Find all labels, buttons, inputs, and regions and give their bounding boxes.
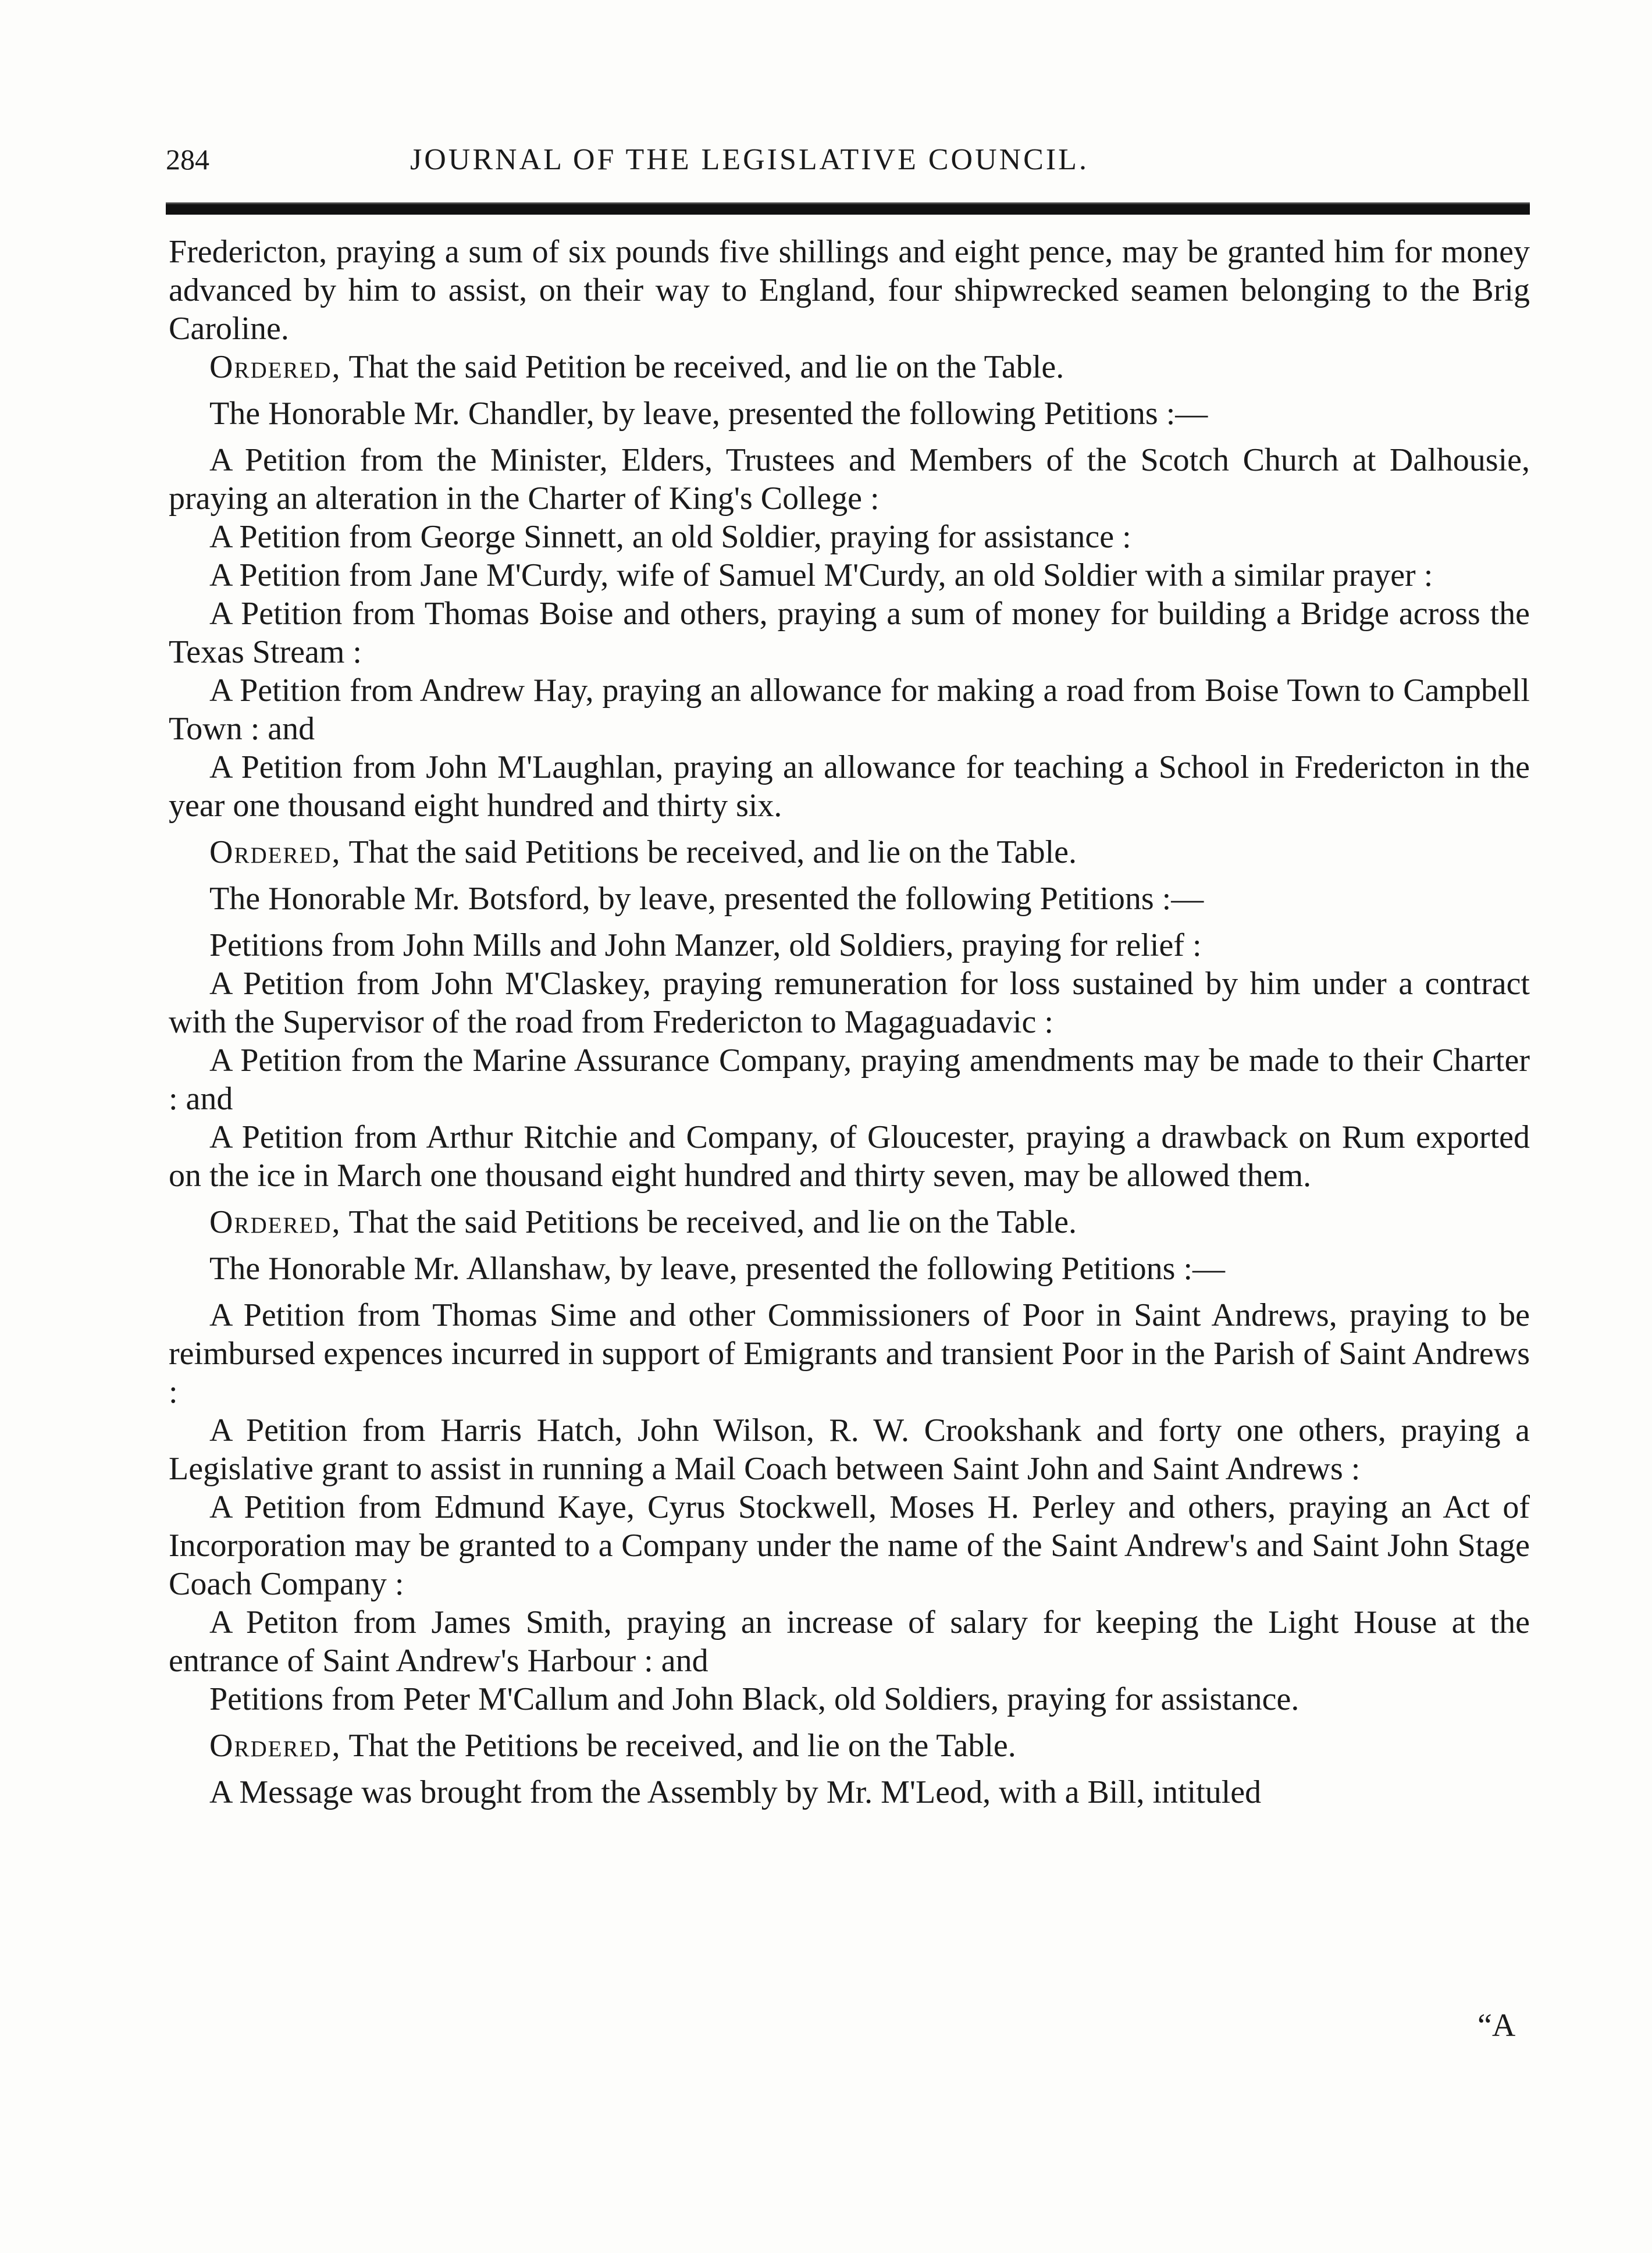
petition-item: A Petition from Arthur Ritchie and Company, of Gloucester, praying a drawback on Rum exported on the ice in March one thousand eight hundred and thirty seven, may be allowed them. <box>169 1119 1530 1194</box>
petition-item: A Petiton from James Smith, praying an increase of salary for keeping the Light House at the entrance of Saint Andrew's Harbour : and <box>169 1604 1530 1679</box>
paragraph: Fredericton, praying a sum of six pounds five shillings and eight pence, may be granted him for money advanced by him to assist, on their way to England, four shipwrecked seamen belonging to the Brig Caroline. <box>169 234 1530 347</box>
ordered-paragraph: Ordered, That the said Petitions be received, and lie on the Table. <box>209 834 1077 870</box>
petition-item: A Petition from Thomas Sime and other Commissioners of Poor in Saint Andrews, praying to be reimbursed expences incurred in support of Emigrants and transient Poor in the Parish of Saint Andrews : <box>169 1297 1530 1410</box>
petition-item: A Petition from John M'Laughlan, praying an allowance for teaching a School in Fredericton in the year one thousand eight hundred and thirty six. <box>169 749 1530 824</box>
ordered-paragraph: Ordered, That the said Petitions be received, and lie on the Table. <box>209 1204 1077 1240</box>
ordered-paragraph: Ordered, That the said Petition be received, and lie on the Table. <box>209 349 1064 385</box>
ordered-paragraph: Ordered, That the Petitions be received, and lie on the Table. <box>209 1728 1016 1764</box>
journal-body <box>169 233 1530 1811</box>
petition-item: A Petition from Harris Hatch, John Wilson, R. W. Crookshank and forty one others, praying a Legislative grant to assist in running a Mail Coach between Saint John and Saint Andrews : <box>169 1412 1530 1487</box>
petition-item: A Petition from John M'Claskey, praying remuneration for loss sustained by him under a contract with the Supervisor of the road from Fredericton to Magaguadavic : <box>169 966 1530 1040</box>
paragraph: The Honorable Mr. Chandler, by leave, presented the following Petitions :— <box>209 396 1208 432</box>
petition-item: A Petition from Jane M'Curdy, wife of Samuel M'Curdy, an old Soldier with a similar prayer : <box>209 557 1433 593</box>
petition-item: A Petition from Edmund Kaye, Cyrus Stockwell, Moses H. Perley and others, praying an Act of Incorporation may be granted to a Company under the name of the Saint Andrew's and Saint John Stage Coach Company : <box>169 1489 1530 1602</box>
paragraph: A Message was brought from the Assembly by Mr. M'Leod, with a Bill, intituled <box>209 1774 1262 1810</box>
petition-item: Petitions from John Mills and John Manzer, old Soldiers, praying for relief : <box>209 927 1202 963</box>
petition-item: A Petition from the Minister, Elders, Trustees and Members of the Scotch Church at Dalhousie, praying an alteration in the Charter of King's College : <box>169 442 1530 517</box>
petition-item: A Petition from Thomas Boise and others, praying a sum of money for building a Bridge across the Texas Stream : <box>169 596 1530 670</box>
petition-item: A Petition from the Marine Assurance Company, praying amendments may be made to their Charter : and <box>169 1042 1530 1117</box>
catchword: “A <box>1477 2008 1516 2044</box>
header-rule <box>166 202 1530 215</box>
paragraph: The Honorable Mr. Botsford, by leave, presented the following Petitions :— <box>209 881 1204 917</box>
running-title: JOURNAL OF THE LEGISLATIVE COUNCIL. <box>410 143 1089 176</box>
paragraph: The Honorable Mr. Allanshaw, by leave, presented the following Petitions :— <box>209 1251 1226 1287</box>
page-header <box>166 143 1527 189</box>
petition-item: A Petition from George Sinnett, an old Soldier, praying for assistance : <box>209 519 1131 555</box>
page-number: 284 <box>166 143 209 176</box>
petition-item: Petitions from Peter M'Callum and John Black, old Soldiers, praying for assistance. <box>209 1681 1299 1717</box>
petition-item: A Petition from Andrew Hay, praying an allowance for making a road from Boise Town to Campbell Town : and <box>169 672 1530 747</box>
